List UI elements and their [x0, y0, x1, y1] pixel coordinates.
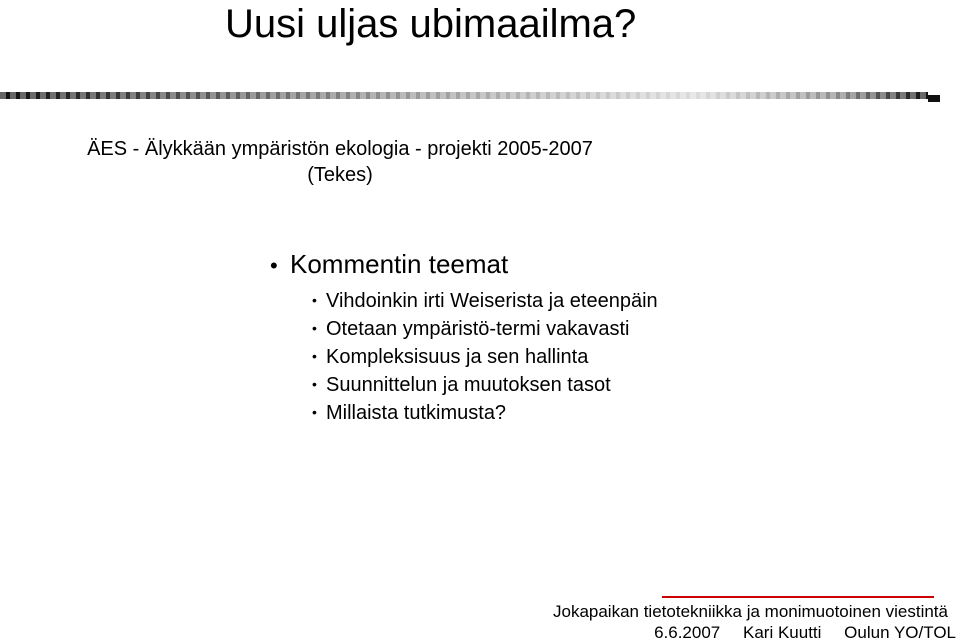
list-item — [312, 315, 658, 343]
slide-title: Uusi uljas ubimaailma? — [225, 2, 637, 46]
footer-author: Kari Kuutti — [743, 623, 822, 642]
footer-org: Oulun YO/TOL — [844, 623, 956, 642]
bullet-dot: • — [312, 348, 317, 364]
footer-date: 6.6.2007 — [654, 623, 721, 642]
bullet-dot: • — [270, 253, 278, 278]
subtitle-line-1: ÄES - Älykkään ympäristön ekologia - projekti 2005-2007 — [87, 138, 593, 160]
gradient-divider — [0, 92, 940, 102]
project-subtitle — [0, 136, 680, 188]
subtitle-line-2: (Tekes) — [307, 164, 373, 186]
main-bullet — [270, 248, 508, 282]
main-bullet-text: Kommentin teemat — [290, 249, 509, 279]
bullet-dot: • — [312, 292, 317, 308]
list-item — [312, 287, 658, 315]
bullet-dot: • — [312, 404, 317, 420]
bullet-dot: • — [312, 376, 317, 392]
list-item-text: Vihdoinkin irti Weiserista ja eteenpäin — [326, 290, 658, 312]
list-item — [312, 343, 658, 371]
footer-divider — [662, 596, 934, 598]
footer-meta — [654, 623, 956, 643]
list-item — [312, 399, 658, 427]
list-item — [312, 371, 658, 399]
sub-bullet-list — [312, 287, 658, 427]
footer-course: Jokapaikan tietotekniikka ja monimuotoinen viestintä — [552, 602, 948, 621]
list-item-text: Kompleksisuus ja sen hallinta — [326, 346, 589, 368]
list-item-text: Suunnittelun ja muutoksen tasot — [326, 374, 611, 396]
bullet-dot: • — [312, 320, 317, 336]
list-item-text: Millaista tutkimusta? — [326, 402, 507, 424]
list-item-text: Otetaan ympäristö-termi vakavasti — [326, 318, 630, 340]
